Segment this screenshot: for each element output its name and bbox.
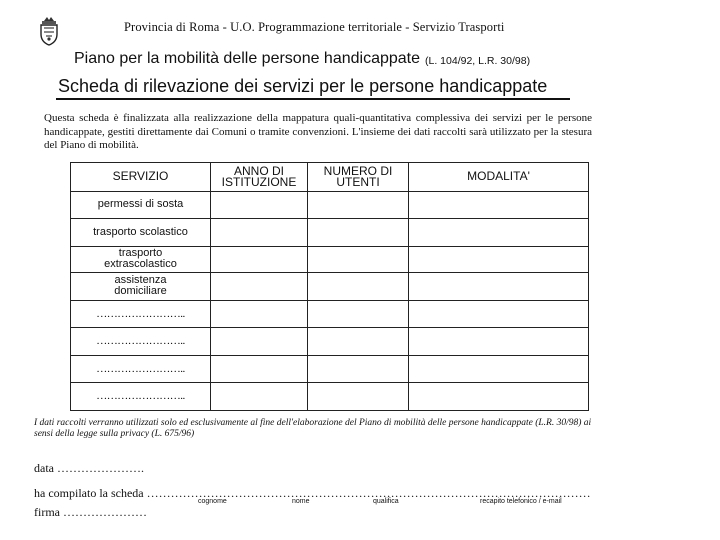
date-field[interactable]: ………………….: [57, 461, 144, 475]
mode-input-cell[interactable]: [409, 328, 589, 356]
date-line: [34, 461, 144, 476]
service-name-cell[interactable]: ……………………..: [71, 328, 211, 356]
form-heading: Scheda di rilevazione dei servizi per le persone handicappate: [58, 76, 548, 96]
table-row: [71, 246, 589, 273]
year-input-cell[interactable]: [211, 273, 308, 301]
signature-field[interactable]: …………………: [63, 505, 147, 519]
mode-input-cell[interactable]: [409, 219, 589, 247]
table-row: [71, 191, 589, 219]
table-row: [71, 383, 589, 411]
service-name-cell[interactable]: ……………………..: [71, 300, 211, 328]
sublabel-qualification: qualifica: [373, 498, 399, 505]
page-title: Piano per la mobilità delle persone handicappate: [74, 50, 421, 67]
sublabel-contact: recapito telefonico / e-mail: [480, 498, 562, 505]
mode-input-cell[interactable]: [409, 355, 589, 383]
users-input-cell[interactable]: [308, 273, 409, 301]
column-header-service: SERVIZIO: [71, 163, 211, 192]
signature-label: firma: [34, 505, 60, 519]
table-row: [71, 300, 589, 328]
year-input-cell[interactable]: [211, 355, 308, 383]
table-row: [71, 273, 589, 301]
year-input-cell[interactable]: [211, 246, 308, 273]
intro-paragraph: Questa scheda è finalizzata alla realizzazione della mappatura quali-quantitativa complessiva dei servizi per le persone handicappate, gestiti direttamente dai Comuni o tramite convenzioni. L'insieme dei dati raccolti sarà utilizzato per la stesura del Piano di mobilità.: [44, 112, 592, 151]
heading-underline: [56, 98, 570, 100]
service-name-cell: trasporto scolastico: [71, 219, 211, 247]
mode-input-cell[interactable]: [409, 191, 589, 219]
header-office-line: Provincia di Roma - U.O. Programmazione territoriale - Servizio Trasporti: [124, 20, 505, 34]
compiled-label: ha compilato la scheda: [34, 486, 144, 500]
users-input-cell[interactable]: [308, 191, 409, 219]
mode-input-cell[interactable]: [409, 273, 589, 301]
users-input-cell[interactable]: [308, 383, 409, 411]
users-input-cell[interactable]: [308, 355, 409, 383]
compiled-field[interactable]: …………………………………………………………………………………………………: [146, 486, 591, 500]
table-row: [71, 355, 589, 383]
table-header-row: [71, 163, 589, 192]
service-name-cell[interactable]: ……………………..: [71, 355, 211, 383]
users-input-cell[interactable]: [308, 246, 409, 273]
signature-line: [34, 505, 147, 520]
column-header-mode: MODALITA': [409, 163, 589, 192]
law-reference: (L. 104/92, L.R. 30/98): [425, 55, 531, 67]
mode-input-cell[interactable]: [409, 246, 589, 273]
users-input-cell[interactable]: [308, 219, 409, 247]
services-table: [70, 162, 589, 411]
service-name-cell: assistenza domiciliare: [71, 273, 211, 301]
year-input-cell[interactable]: [211, 191, 308, 219]
crest-icon: [38, 16, 60, 46]
service-name-cell: trasporto extrascolastico: [71, 246, 211, 273]
service-name-cell: permessi di sosta: [71, 191, 211, 219]
column-header-users: NUMERO DI UTENTI: [308, 163, 409, 192]
users-input-cell[interactable]: [308, 300, 409, 328]
column-header-year: ANNO DI ISTITUZIONE: [211, 163, 308, 192]
year-input-cell[interactable]: [211, 300, 308, 328]
year-input-cell[interactable]: [211, 219, 308, 247]
mode-input-cell[interactable]: [409, 383, 589, 411]
users-input-cell[interactable]: [308, 328, 409, 356]
table-row: [71, 219, 589, 247]
mode-input-cell[interactable]: [409, 300, 589, 328]
year-input-cell[interactable]: [211, 328, 308, 356]
year-input-cell[interactable]: [211, 383, 308, 411]
table-row: [71, 328, 589, 356]
date-label: data: [34, 461, 54, 475]
sublabel-surname: cognome: [198, 498, 227, 505]
sublabel-name: nome: [292, 498, 310, 505]
privacy-note: I dati raccolti verranno utilizzati solo ed esclusivamente al fine dell'elaborazione del Piano di mobilità delle persone handicappate (L.R. 30/98) ai sensi della legge sulla privacy (L. 675/96): [34, 418, 592, 439]
service-name-cell[interactable]: ……………………..: [71, 383, 211, 411]
